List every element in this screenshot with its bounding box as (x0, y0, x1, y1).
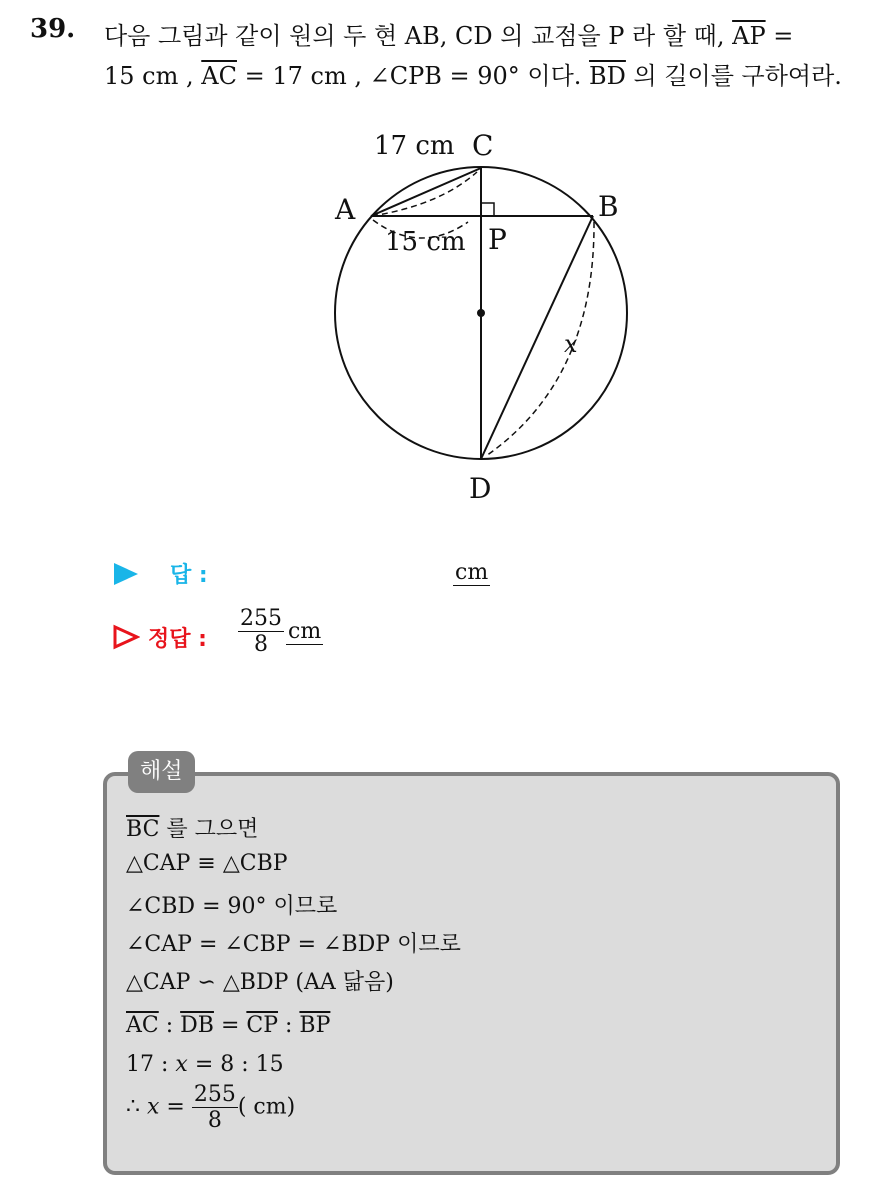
label-b: B (598, 190, 619, 223)
solution-line-8: ∴ x = $\frac{255}{8}$ ( cm) (126, 1082, 296, 1133)
label-a: A (335, 193, 356, 226)
segment-bd: $\overline{BD}$ (589, 62, 626, 90)
solution-line-1: $\overline{BC}$ 를 그으면 (126, 817, 259, 842)
question-number: 39. (30, 14, 76, 44)
label-15cm: 15 cm (385, 227, 466, 257)
solution-tag: 해설 (128, 751, 195, 793)
label-17cm: 17 cm (374, 131, 455, 161)
segment-ac: $\overline{AC}$ (201, 62, 237, 90)
solution-line-7: 17 : x = 8 : 15 (126, 1052, 284, 1077)
answer-fraction: $\frac{255}{8}$ (240, 606, 282, 657)
correct-answer-label: 정답 : (148, 627, 207, 652)
circle-figure (300, 125, 660, 505)
label-p: P (488, 223, 507, 256)
dashed-arc-bd (486, 222, 594, 456)
solution-line-6: $\overline{AC}$ : $\overline{DB} = \overline{CP}$ : $\overline{BP}$ (126, 1013, 331, 1038)
solution-fraction: $\frac{255}{8}$ (193, 1082, 236, 1133)
label-c: C (472, 129, 494, 162)
correct-answer-value: $\frac{255}{8}$ cm (240, 606, 322, 657)
label-d: D (469, 472, 492, 505)
right-angle-mark (481, 203, 494, 216)
answer-label: 답 : (170, 563, 208, 588)
solution-line-5: △CAP ∽ △BDP (AA 닮음) (126, 970, 394, 995)
solution-line-4: ∠CAP = ∠CBP = ∠BDP 이므로 (126, 932, 461, 957)
label-x: x (564, 330, 578, 358)
solution-line-2: △CAP ≡ △CBP (126, 851, 288, 876)
question-text-line2: 15 cm , $\overline{AC} = 17$ cm , ∠CPB = 90° 이다. $\overline{BD}$ 의 길이를 구하여라. (104, 62, 842, 90)
segment-ap: $\overline{AP}$ (732, 22, 766, 50)
solution-line-3: ∠CBD = 90° 이므로 (126, 894, 338, 919)
correct-triangle-icon (112, 624, 140, 650)
segment-ac-line (371, 168, 481, 216)
question-text-line1: 다음 그림과 같이 원의 두 현 AB, CD 의 교점을 P 라 할 때, $\overline{AP}$ = (104, 22, 794, 50)
answer-blank-unit[interactable]: cm (455, 560, 489, 585)
answer-triangle-icon (112, 561, 140, 587)
